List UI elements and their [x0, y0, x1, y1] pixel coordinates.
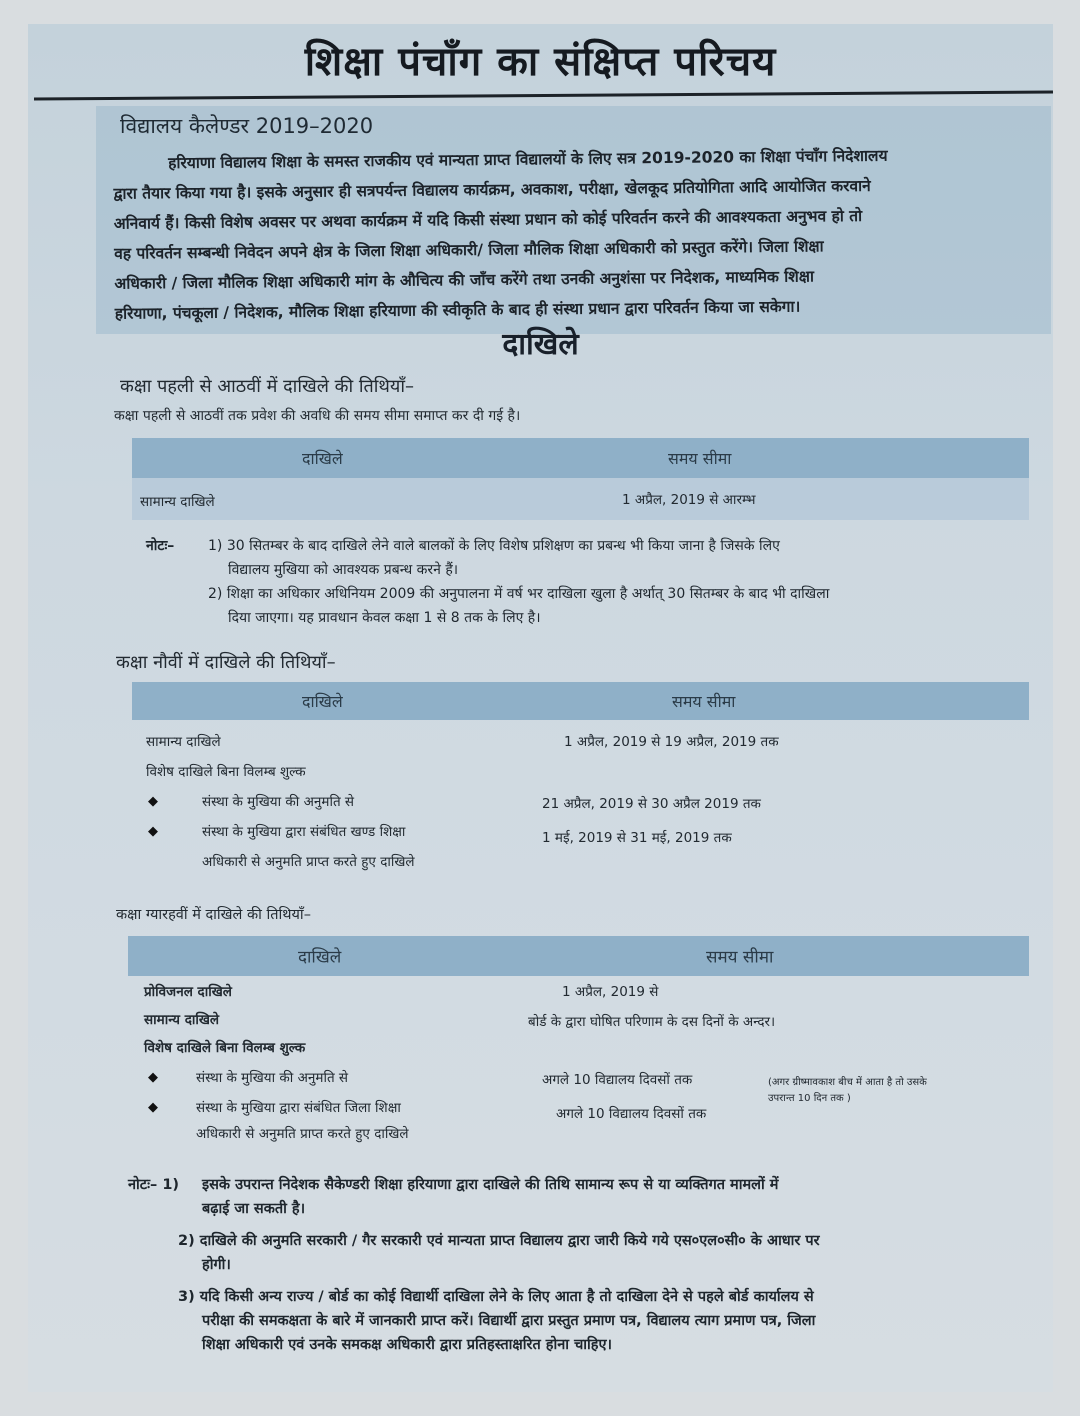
final-note-line: परीक्षा की समकक्षता के बारे में जानकारी प्राप्त करें। विद्यार्थी द्वारा प्रस्तुत प्रमाण पत्र, विद्यालय त्याग प्रमाण पत्र, जिला [202, 1313, 816, 1329]
class11-bullet-label-cont: अधिकारी से अनुमति प्राप्त करते हुए दाखिले [196, 1126, 409, 1142]
class11-provisional-label: प्रोविजनल दाखिले [144, 984, 232, 1000]
calendar-paragraph [113, 139, 1030, 329]
class1to8-heading: कक्षा पहली से आठवीं में दाखिले की तिथियाँ– [120, 376, 415, 397]
table-cell-label: सामान्य दाखिले [140, 494, 215, 510]
page-title: शिक्षा पंचाँग का संक्षिप्त परिचय [304, 39, 777, 85]
class11-heading: कक्षा ग्यारहवीं में दाखिले की तिथियाँ– [116, 907, 311, 923]
class9-bullet-time: 21 अप्रैल, 2019 से 30 अप्रैल 2019 तक [542, 796, 761, 812]
class1to8-table-header [132, 438, 1029, 478]
class11-bullet-time: अगले 10 विद्यालय दिवसों तक [542, 1072, 693, 1088]
class11-general-label: सामान्य दाखिले [144, 1012, 220, 1028]
note-line: दिया जाएगा। यह प्रावधान केवल कक्षा 1 से 8 तक के लिए है। [228, 610, 541, 626]
paragraph-line: अनिवार्य हैं। किसी विशेष अवसर पर अथवा कार्यक्रम में यदि किसी संस्था प्रधान को कोई परिवर्तन करने की आवश्यकता अनुभव हो तो [113, 206, 863, 233]
col-time: समय सीमा [668, 449, 732, 468]
class9-bullet-label-cont: अधिकारी से अनुमति प्राप्त करते हुए दाखिले [202, 854, 415, 870]
note-line: 2) शिक्षा का अधिकार अधिनियम 2009 की अनुपालना में वर्ष भर दाखिला खुला है अर्थात् 30 सितम्बर के बाद भी दाखिला [208, 586, 830, 602]
class9-bullet-label: संस्था के मुखिया की अनुमति से [202, 794, 355, 810]
calendar-heading: विद्यालय कैलेण्डर 2019–2020 [120, 114, 374, 138]
class11-side-note: उपरान्त 10 दिन तक ) [768, 1093, 851, 1104]
paragraph-line: हरियाणा विद्यालय शिक्षा के समस्त राजकीय एवं मान्यता प्राप्त विद्यालयों के लिए सत्र 2019-2020 का शिक्षा पंचाँग निदेशालय [168, 146, 888, 173]
col-time: समय सीमा [672, 692, 736, 711]
note-line: 1) 30 सितम्बर के बाद दाखिले लेने वाले बालकों के लिए विशेष प्रशिक्षण का प्रबन्ध भी किया जाना है जिसके लिए [208, 538, 780, 554]
class1to8-intro: कक्षा पहली से आठवीं तक प्रवेश की अवधि की समय सीमा समाप्त कर दी गई है। [114, 408, 521, 424]
class9-general-label: सामान्य दाखिले [146, 734, 221, 750]
bullet-icon: ◆ [148, 1100, 158, 1115]
col-admission: दाखिले [302, 449, 343, 468]
table-cell-time: 1 अप्रैल, 2019 से आरम्भ [622, 492, 756, 508]
final-note-line: इसके उपरान्त निदेशक सैकेण्डरी शिक्षा हरियाणा द्वारा दाखिले की तिथि सामान्य रूप से या व्यक्तिगत मामलों में [202, 1177, 779, 1193]
class9-bullet-label: संस्था के मुखिया द्वारा संबंधित खण्ड शिक्षा [202, 824, 406, 840]
class9-general-time: 1 अप्रैल, 2019 से 19 अप्रैल, 2019 तक [564, 734, 779, 750]
class9-heading: कक्षा नौवीं में दाखिले की तिथियाँ– [116, 652, 336, 673]
final-note-line: होगी। [202, 1257, 231, 1273]
class9-special-label: विशेष दाखिले बिना विलम्ब शुल्क [146, 764, 306, 780]
class11-special-label: विशेष दाखिले बिना विलम्ब शुल्क [144, 1040, 306, 1056]
note-line: विद्यालय मुखिया को आवश्यक प्रबन्ध करने हैं। [228, 562, 459, 578]
document-page [28, 24, 1053, 1392]
paragraph-line: वह परिवर्तन सम्बन्धी निवेदन अपने क्षेत्र के जिला शिक्षा अधिकारी/ जिला मौलिक शिक्षा अधिकारी को प्रस्तुत करेंगे। जिला शिक्षा [114, 237, 824, 263]
final-note-line: बढ़ाई जा सकती है। [202, 1201, 306, 1217]
class11-side-note: (अगर ग्रीष्मावकाश बीच में आता है तो उसके [768, 1077, 927, 1088]
class11-bullet-label: संस्था के मुखिया की अनुमति से [196, 1070, 349, 1086]
class11-bullet-label: संस्था के मुखिया द्वारा संबंधित जिला शिक्षा [196, 1100, 401, 1116]
class11-table-header [128, 936, 1029, 976]
final-note-label: नोटः– 1) [128, 1177, 180, 1193]
class11-bullet-time: अगले 10 विद्यालय दिवसों तक [556, 1106, 707, 1122]
final-note-line: 2) दाखिले की अनुमति सरकारी / गैर सरकारी एवं मान्यता प्राप्त विद्यालय द्वारा जारी किये गये एस०एल०सी० के आधार पर [178, 1233, 820, 1249]
admissions-heading: दाखिले [502, 327, 579, 362]
class11-general-time: बोर्ड के द्वारा घोषित परिणाम के दस दिनों के अन्दर। [528, 1014, 776, 1030]
class1to8-row-bg [132, 478, 1029, 520]
col-admission: दाखिले [298, 947, 342, 968]
title-divider [34, 90, 1053, 100]
paragraph-line: द्वारा तैयार किया गया है। इसके अनुसार ही सत्रपर्यन्त विद्यालय कार्यक्रम, अवकाश, परीक्षा, खेलकूद प्रतियोगिता आदि आयोजित करवाने [113, 176, 871, 203]
class11-provisional-time: 1 अप्रैल, 2019 से [562, 984, 659, 1000]
final-note-line: शिक्षा अधिकारी एवं उनके समकक्ष अधिकारी द्वारा प्रतिहस्ताक्षरित होना चाहिए। [202, 1337, 613, 1353]
bullet-icon: ◆ [148, 824, 158, 839]
class9-table-header [132, 682, 1029, 720]
bullet-icon: ◆ [148, 1070, 158, 1085]
paragraph-line: अधिकारी / जिला मौलिक शिक्षा अधिकारी मांग के औचित्य की जाँच करेंगे तथा उनकी अनुशंसा पर निदेशक, माध्यमिक शिक्षा [114, 267, 815, 293]
note-label: नोटः– [146, 538, 175, 554]
class9-bullet-time: 1 मई, 2019 से 31 मई, 2019 तक [542, 830, 732, 846]
col-time: समय सीमा [706, 947, 774, 968]
col-admission: दाखिले [302, 692, 343, 711]
bullet-icon: ◆ [148, 794, 158, 809]
paragraph-line: हरियाणा, पंचकूला / निदेशक, मौलिक शिक्षा हरियाणा की स्वीकृति के बाद ही संस्था प्रधान द्वारा परिवर्तन किया जा सकेगा। [114, 297, 801, 323]
final-note-line: 3) यदि किसी अन्य राज्य / बोर्ड का कोई विद्यार्थी दाखिला लेने के लिए आता है तो दाखिला देने से पहले बोर्ड कार्यालय से [178, 1289, 814, 1305]
